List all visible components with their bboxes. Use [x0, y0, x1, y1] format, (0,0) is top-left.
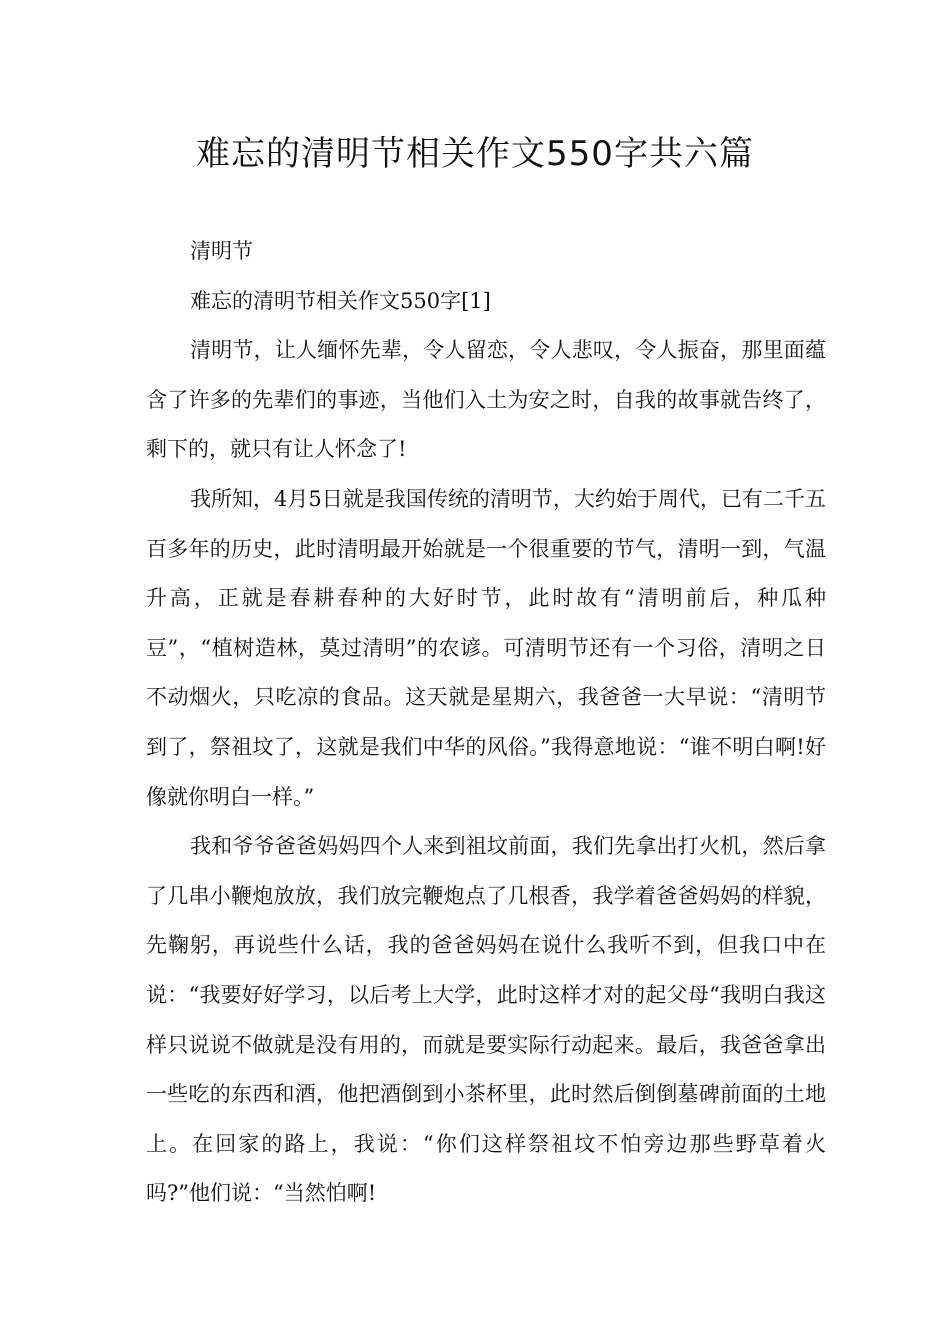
section-label: 清明节	[190, 239, 253, 263]
paragraph: 我所知，4月5日就是我国传统的清明节，大约始于周代，已有二千五百多年的历史，此时清明最开始就是一个很重要的节气，清明一到，气温升高，正就是春耕春种的大好时节，此时故有“清明前后，种瓜种豆”，“植树造林，莫过清明”的农谚。可清明节还有一个习俗，清明之日不动烟火，只吃凉的食品。这天就是星期六，我爸爸一大早说：“清明节到了，祭祖坟了，这就是我们中华的风俗。”我得意地说：“谁不明白啊!好像就你明白一样。”	[146, 486, 826, 809]
document-body	[146, 227, 826, 1219]
paragraph: 清明节，让人缅怀先辈，令人留恋，令人悲叹，令人振奋，那里面蕴含了许多的先辈们的事迹，当他们入土为安之时，自我的故事就告终了，剩下的，就只有让人怀念了!	[146, 338, 826, 462]
document-title: 难忘的清明节相关作文550字共六篇	[196, 134, 754, 174]
article-title: 难忘的清明节相关作文550字[1]	[190, 288, 491, 313]
paragraph: 我和爷爷爸爸妈妈四个人来到祖坟前面，我们先拿出打火机，然后拿了几串小鞭炮放放，我们放完鞭炮点了几根香，我学着爸爸妈妈的样貌，先鞠躬，再说些什么话，我的爸爸妈妈在说什么我听不到，但我口中在说：“我要好好学习，以后考上大学，此时这样才对的起父母“我明白我这样只说说不做就是没有用的，而就是要实际行动起来。最后，我爸爸拿出一些吃的东西和酒，他把酒倒到小茶杯里，此时然后倒倒墓碑前面的土地上。在回家的路上，我说：“你们这样祭祖坟不怕旁边那些野草着火吗?”他们说：“当然怕啊!	[146, 834, 826, 1206]
